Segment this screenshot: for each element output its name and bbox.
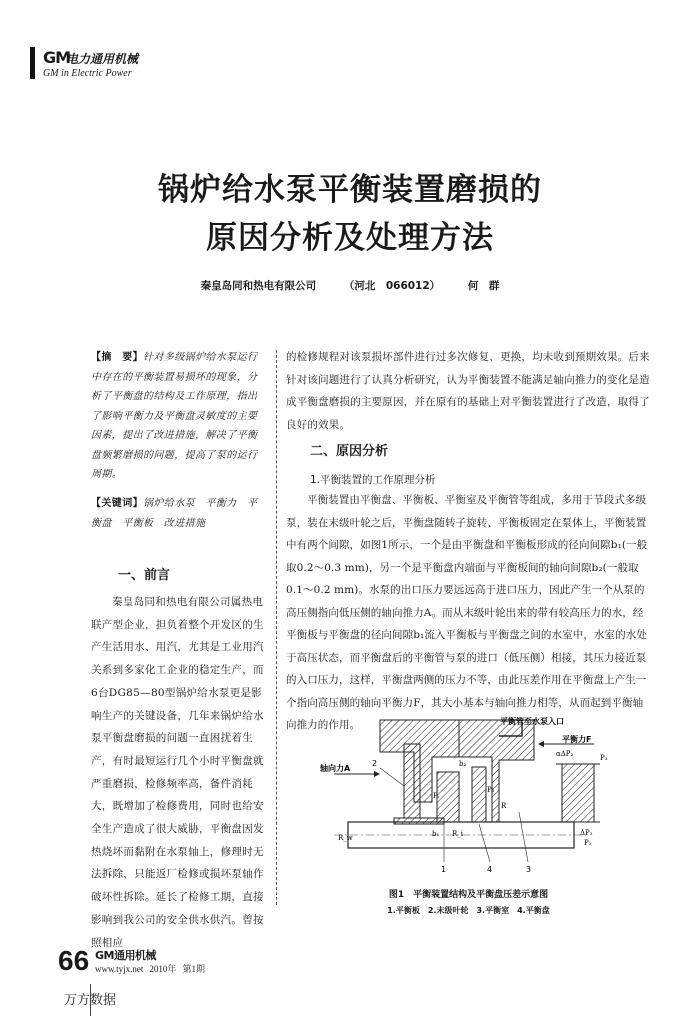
label-force-F: 平衡力F bbox=[562, 735, 592, 744]
abstract bbox=[91, 348, 263, 485]
figure-balance-device bbox=[294, 712, 614, 880]
section2-paragraph: 平衡装置由平衡盘、平衡板、平衡室及平衡管等组成，多用于节段式多级泵，装在末级叶轮之后，平衡盘随转子旋转、平衡板固定在泵体上，平衡装置中有两个间隙，如图1所示，一个是由平衡盘和平衡板形成的径向间隙b₁(一般取0.2～0.3 mm)，另一个是平衡盘内端面与平衡板间的轴向间隙b₂(一般取0.1～0.2 mm)。水泵的出口压力要远远高于进口压力，因此产生一个从泵的高压侧指向低压侧的轴向推力A。而从末级叶轮出来的带有较高压力的水，经平衡板与平衡盘的径向间隙b₁流入平衡板与平衡盘之间的水室中，水室的水处于高压状态，而平衡盘后的平衡管与泵的进口（低压侧）相接，其压力接近泵的入口压力，这样，平衡盘两侧的压力不等，由此压差作用在平衡盘上产生一个指向高压侧的轴向平衡力F，其大小基本与轴向推力相等，从而起到平衡轴向推力的作用。 bbox=[286, 494, 648, 731]
label-Pi: Pᵢ bbox=[433, 792, 440, 800]
footer-logo: GM通用机械 bbox=[95, 949, 156, 962]
figure-caption: 图1 平衡装置结构及平衡盘压差示意图 bbox=[388, 890, 549, 900]
author: 何 群 bbox=[467, 280, 500, 292]
label-force-A: 轴向力A bbox=[320, 764, 351, 773]
label-num-4: 4 bbox=[487, 865, 493, 874]
footer-site: www.tyjx.net bbox=[95, 964, 144, 974]
section1-body bbox=[91, 591, 267, 954]
section1-heading: 一、前言 bbox=[118, 568, 171, 583]
balance-chamber-casing bbox=[459, 720, 534, 822]
journal-title-cn: 电力通用机械 bbox=[66, 52, 139, 66]
label-pipe: 平衡管至水泵入口 bbox=[500, 717, 564, 726]
abstract-label: 【摘 要】 bbox=[91, 352, 143, 363]
pressure-diagram bbox=[562, 764, 594, 822]
page-number: 66 bbox=[58, 945, 90, 976]
label-R: R bbox=[501, 802, 507, 810]
right-intro-paragraph: 的检修规程对该泵损坏部件进行过多次修复、更换，均未收到预期效果。后来针对该问题进行了认真分析研究，认为平衡装置不能满足轴向推力的变化是造成平衡盘磨损的主要原因，并在原有的基础上对平衡装置进行了改造，取得了良好的效果。 bbox=[286, 351, 650, 431]
label-b1: b₁ bbox=[432, 830, 440, 838]
footer-issue: 第1期 bbox=[182, 964, 205, 974]
section2-heading: 二、原因分析 bbox=[310, 444, 389, 459]
abstract-text: 针对多级锅炉给水泵运行中存在的平衡装置易损坏的现象，分析了平衡盘的结构及工作原理，指出了影响平衡力及平衡盘灵敏度的主要因素，提出了改进措施，解决了平衡盘频繁磨损的问题，提高了泵的运行周期。 bbox=[91, 352, 258, 480]
balance-plate bbox=[437, 772, 459, 822]
label-P2: P₂ bbox=[584, 839, 592, 847]
label-num-2: 2 bbox=[372, 759, 378, 768]
article-title-line2: 原因分析及处理方法 bbox=[206, 220, 494, 256]
last-stage-impeller bbox=[404, 744, 420, 818]
label-b2: b₂ bbox=[459, 760, 467, 768]
journal-logo: GM bbox=[43, 48, 71, 67]
byline bbox=[0, 278, 700, 293]
label-num-3: 3 bbox=[526, 865, 532, 874]
label-num-1: 1 bbox=[441, 865, 447, 874]
header-bar bbox=[30, 47, 35, 79]
section2-subheading: 1.平衡装置的工作原理分析 bbox=[310, 474, 436, 486]
affiliation: 秦皇岛同和热电有限公司 bbox=[200, 280, 317, 292]
label-Ri: R_i bbox=[452, 830, 464, 838]
figure-legend: 1.平衡板 2.末级叶轮 3.平衡室 4.平衡盘 bbox=[387, 906, 550, 915]
section1-paragraph: 秦皇岛同和热电有限公司属热电联产型企业，担负着整个开发区的生产生活用水、用汽，尤其是工业用汽关系到多家化工企业的稳定生产，而6台DG85—80型锅炉给水泵更是影响生产的关键设备，几年来锅炉给水泵平衡盘磨损的问题一直困扰着生产，有时最短运行几个小时平衡盘就严重磨损，检修频率高，备件消耗大，既增加了检修费用，同时也给安全生产造成了很大威胁，平衡盘因发热烧坏而黏附在水泵轴上，修理时无法拆除，只能返厂检修或损坏泵轴作破坏性拆除。延长了检修工期，直接影响到我公司的安全供水供汽。曾按照相应 bbox=[91, 596, 264, 949]
keywords-label: 【关键词】 bbox=[91, 498, 143, 509]
label-P1: P₁ bbox=[487, 786, 495, 794]
label-dP2: ΔP₂ bbox=[580, 829, 593, 837]
journal-title-en: GM in Electric Power bbox=[43, 68, 132, 79]
column-divider bbox=[276, 350, 277, 905]
footer-url bbox=[95, 962, 211, 975]
keywords-text: 锅炉给水泵 平衡力 平衡盘 平衡板 改进措施 bbox=[91, 498, 258, 529]
label-Rw: R_w bbox=[338, 834, 353, 842]
label-dP2-alpha: αΔP₂ bbox=[556, 750, 574, 758]
article-title-line1: 锅炉给水泵平衡装置磨损的 bbox=[158, 172, 542, 208]
keywords bbox=[91, 494, 263, 533]
watermark: 万方数据 bbox=[64, 993, 117, 1008]
location: （河北 066012） bbox=[343, 280, 441, 292]
footer-year: 2010年 bbox=[149, 964, 177, 974]
label-P3: P₃ bbox=[600, 754, 608, 762]
balance-disc bbox=[472, 767, 486, 822]
